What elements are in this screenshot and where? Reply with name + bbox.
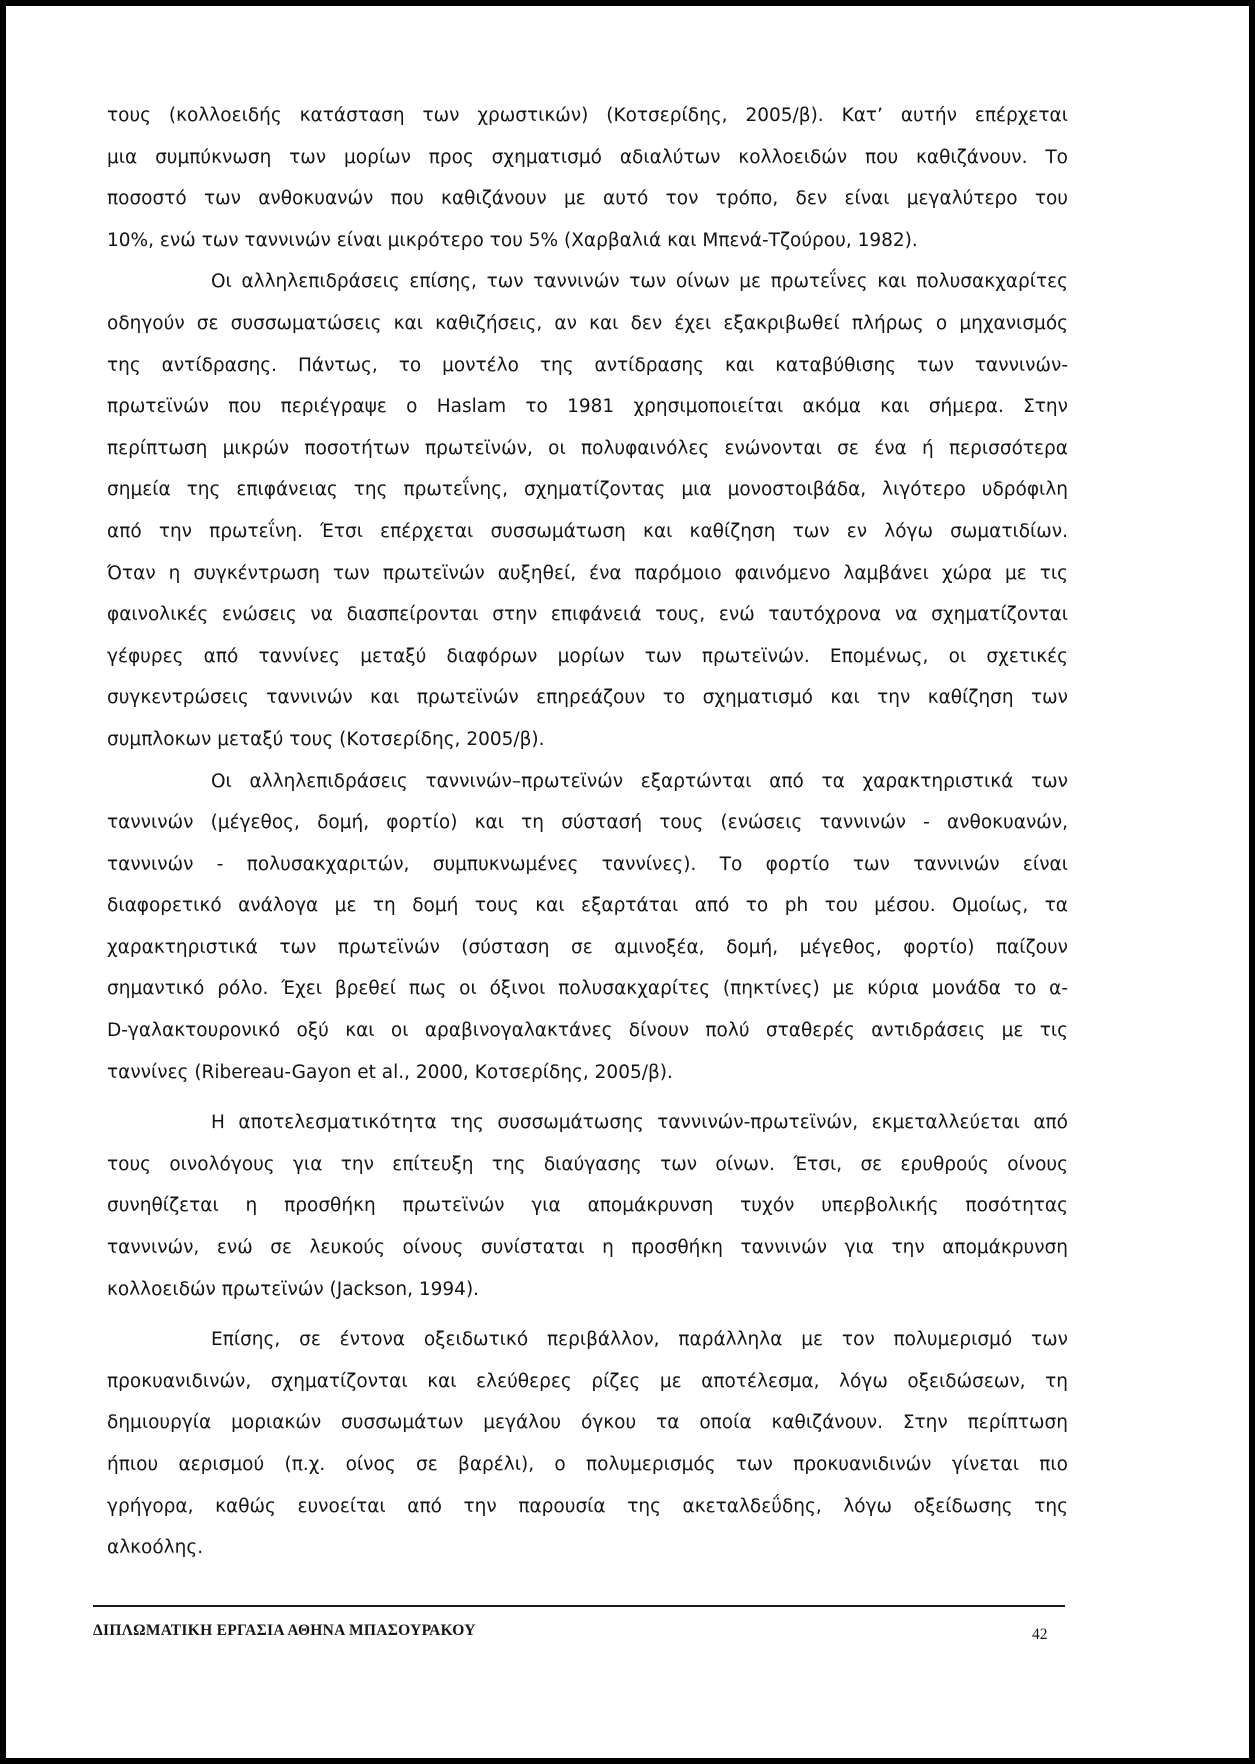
text-line: ταννινών - πολυσακχαριτών, συμπυκνωμένες ταννίνες). Το φορτίο των ταννινών είναι <box>107 853 1068 875</box>
text-line: Οι αλληλεπιδράσεις ταννινών–πρωτεϊνών εξαρτώνται από τα χαρακτηριστικά των <box>211 770 1068 792</box>
paragraph <box>107 761 1068 1094</box>
text-line: αλκοόλης. <box>107 1537 204 1559</box>
text-line: ταννινών (μέγεθος, δομή, φορτίο) και τη σύστασή τους (ενώσεις ταννινών - ανθοκυανών, <box>107 812 1068 834</box>
text-line: συνηθίζεται η προσθήκη πρωτεϊνών για απομάκρυνση τυχόν υπερβολικής ποσότητας <box>107 1195 1068 1217</box>
text-line: από την πρωτεΐνη. Έτσι επέρχεται συσσωμάτωση και καθίζηση των εν λόγω σωματιδίων. <box>107 520 1068 542</box>
text-line: γέφυρες από ταννίνες μεταξύ διαφόρων μορίων των πρωτεϊνών. Επομένως, οι σχετικές <box>107 645 1068 667</box>
text-line: δημιουργία μοριακών συσσωμάτων μεγάλου όγκου τα οποία καθιζάνουν. Στην περίπτωση <box>107 1412 1068 1434</box>
text-line: γρήγορα, καθώς ευνοείται από την παρουσία της ακεταλδεΰδης, λόγω οξείδωσης της <box>107 1495 1068 1517</box>
text-line: Επίσης, σε έντονα οξειδωτικό περιβάλλον, παράλληλα με τον πολυμερισμό των <box>211 1329 1068 1351</box>
paragraph <box>107 261 1068 760</box>
body-text <box>107 95 1068 1569</box>
text-line: ταννίνες (Ribereau-Gayon et al., 2000, Κοτσερίδης, 2005/β). <box>107 1061 673 1083</box>
text-line: προκυανιδινών, σχηματίζονται και ελεύθερες ρίζες με αποτέλεσμα, λόγω οξειδώσεων, τη <box>107 1370 1068 1392</box>
paragraph <box>107 1102 1068 1310</box>
page-number: 42 <box>1032 1626 1048 1643</box>
text-line: ποσοστό των ανθοκυανών που καθιζάνουν με αυτό τον τρόπο, δεν είναι μεγαλύτερο του <box>107 188 1068 210</box>
text-line: της αντίδρασης. Πάντως, το μοντέλο της αντίδρασης και καταβύθισης των ταννινών- <box>107 354 1068 376</box>
text-line: σημεία της επιφάνειας της πρωτεΐνης, σχηματίζοντας μια μονοστοιβάδα, λιγότερο υδρόφιλη <box>107 479 1068 501</box>
text-line: Η αποτελεσματικότητα της συσσωμάτωσης ταννινών-πρωτεϊνών, εκμεταλλεύεται από <box>211 1112 1068 1134</box>
text-line: πρωτεϊνών που περιέγραψε ο Haslam το 1981 χρησιμοποιείται ακόμα και σήμερα. Στην <box>107 396 1068 418</box>
text-line: οδηγούν σε συσσωματώσεις και καθιζήσεις, αν και δεν έχει εξακριβωθεί πλήρως ο μηχανισμός <box>107 312 1068 334</box>
text-line: κολλοειδών πρωτεϊνών (Jackson, 1994). <box>107 1278 480 1300</box>
paragraph <box>107 95 1068 261</box>
text-line: ήπιου αερισμού (π.χ. οίνος σε βαρέλι), ο πολυμερισμός των προκυανιδινών γίνεται πιο <box>107 1454 1068 1475</box>
text-line: σημαντικό ρόλο. Έχει βρεθεί πως οι όξινοι πολυσακχαρίτες (πηκτίνες) με κύρια μονάδα το α- <box>107 978 1068 1000</box>
footer-title: ΔΙΠΛΩΜΑΤΙΚΗ ΕΡΓΑΣΙΑ ΑΘΗΝΑ ΜΠΑΣΟΥΡΑΚΟΥ <box>93 1622 476 1639</box>
text-line: τους (κολλοειδής κατάσταση των χρωστικών) (Κοτσερίδης, 2005/β). Κατ’ αυτήν επέρχεται <box>107 105 1068 126</box>
text-line: 10%, ενώ των ταννινών είναι μικρότερο του 5% (Χαρβαλιά και Μπενά-Τζούρου, 1982). <box>107 229 918 251</box>
text-line: χαρακτηριστικά των πρωτεϊνών (σύσταση σε αμινοξέα, δομή, μέγεθος, φορτίο) παίζουν <box>107 936 1068 958</box>
text-line: Οι αλληλεπιδράσεις επίσης, των ταννινών των οίνων με πρωτεΐνες και πολυσακχαρίτες <box>211 271 1068 293</box>
text-line: περίπτωση μικρών ποσοτήτων πρωτεϊνών, οι πολυφαινόλες ενώνονται σε ένα ή περισσότερα <box>107 437 1068 459</box>
paragraph <box>107 1319 1068 1569</box>
text-line: μια συμπύκνωση των μορίων προς σχηματισμό αδιαλύτων κολλοειδών που καθιζάνουν. Το <box>107 146 1068 168</box>
text-line: D-γαλακτουρονικό οξύ και οι αραβινογαλακτάνες δίνουν πολύ σταθερές αντιδράσεις με τις <box>107 1020 1068 1042</box>
text-line: ταννινών, ενώ σε λευκούς οίνους συνίσταται η προσθήκη ταννινών για την απομάκρυνση <box>107 1237 1068 1259</box>
text-line: τους οινολόγους για την επίτευξη της διαύγασης των οίνων. Έτσι, σε ερυθρούς οίνους <box>107 1153 1068 1175</box>
text-line: Όταν η συγκέντρωση των πρωτεϊνών αυξηθεί, ένα παρόμοιο φαινόμενο λαμβάνει χώρα με τις <box>107 562 1068 584</box>
text-line: φαινολικές ενώσεις να διασπείρονται στην επιφάνειά τους, ενώ ταυτόχρονα να σχηματίζονται <box>107 604 1068 626</box>
text-line: συμπλοκων μεταξύ τους (Κοτσερίδης, 2005/β). <box>107 728 545 750</box>
footer-rule <box>93 1605 1065 1607</box>
text-line: διαφορετικό ανάλογα με τη δομή τους και εξαρτάται από το ph του μέσου. Ομοίως, τα <box>107 895 1068 917</box>
text-line: συγκεντρώσεις ταννινών και πρωτεϊνών επηρεάζουν το σχηματισμό και την καθίζηση των <box>107 687 1068 709</box>
